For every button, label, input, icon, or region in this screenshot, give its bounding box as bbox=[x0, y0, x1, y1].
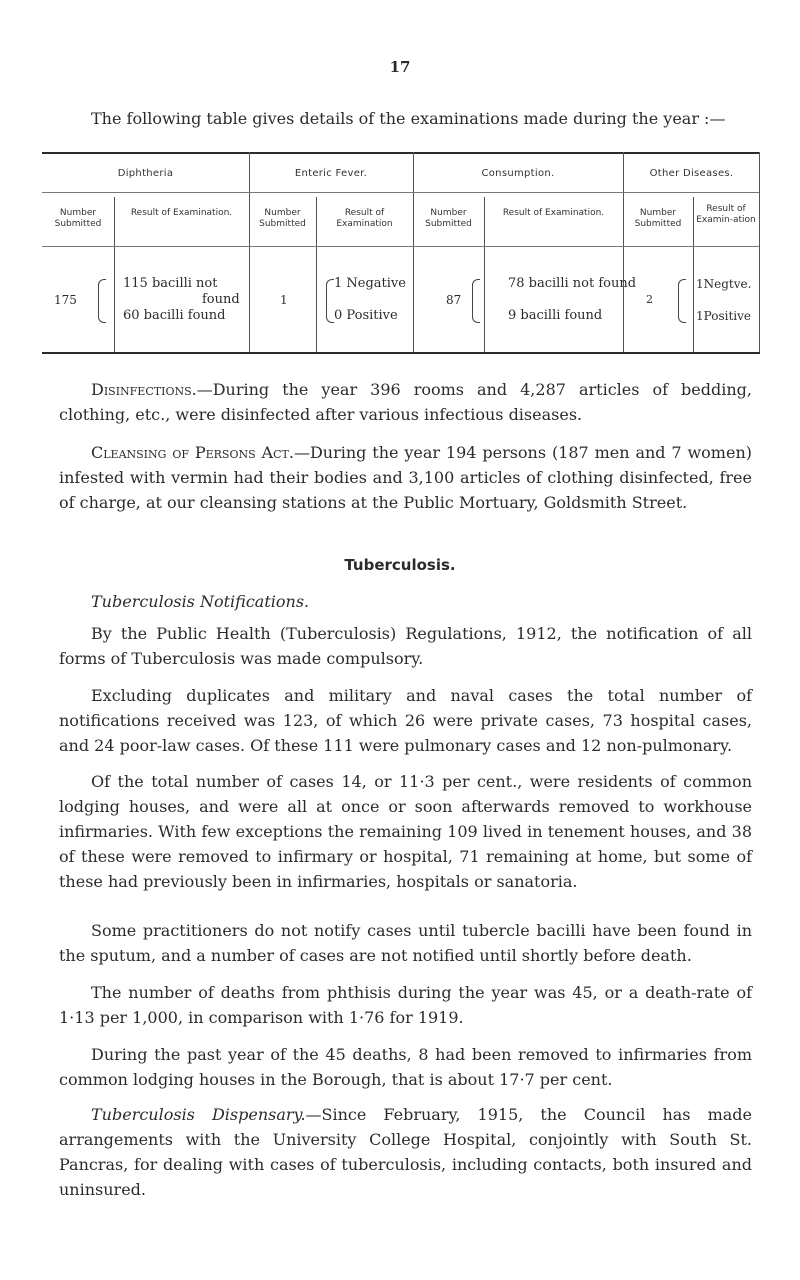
enteric-result: 0 Positive bbox=[334, 308, 398, 323]
enteric-result: 1 Negative bbox=[334, 276, 406, 291]
diphtheria-number: 175 bbox=[54, 293, 77, 307]
brace-icon bbox=[98, 279, 106, 323]
other-result: 1Negtve. bbox=[696, 277, 752, 291]
dispensary-paragraph bbox=[59, 1102, 752, 1202]
divider bbox=[249, 152, 250, 352]
cleansing-label: Cleansing of Persons Act. bbox=[91, 443, 294, 462]
divider bbox=[759, 152, 760, 352]
brace-icon bbox=[472, 279, 480, 323]
dispensary-text: —Since February, 1915, the Council has made arrangements with the University College Hospital, conjointly with South St. Pancras, for dealing with cases of tuberculosis, including contacts, both insured and uninsured. bbox=[59, 1105, 752, 1199]
col-number-submitted: Number Submitted bbox=[634, 208, 682, 229]
practitioners-paragraph: Some practitioners do not notify cases until tubercle bacilli have been found in the sputum, and a number of cases are not notified until shortly before death. bbox=[59, 921, 752, 965]
table-bottom-rule bbox=[42, 352, 760, 354]
page-number: 17 bbox=[389, 58, 411, 76]
divider bbox=[623, 152, 624, 352]
diphtheria-result: 115 bacilli not bbox=[123, 276, 218, 291]
other-number: 2 bbox=[646, 293, 653, 306]
group-other: Other Diseases. bbox=[649, 168, 734, 179]
col-result: Result of Examin-ation bbox=[696, 204, 756, 225]
col-result: Result of Examination. bbox=[502, 208, 605, 218]
diphtheria-result: 60 bacilli found bbox=[123, 308, 226, 323]
col-result: Result of Examination. bbox=[130, 208, 233, 218]
examinations-table bbox=[42, 152, 760, 354]
disinfections-label: Disinfections. bbox=[91, 380, 197, 399]
table-top-rule bbox=[42, 152, 760, 154]
col-number-submitted: Number Submitted bbox=[425, 208, 472, 229]
cleansing-text: —During the year 194 persons (187 men and 7 women) infested with vermin had their bodies and 3,100 articles of clothing disinfected, free of charge, at our cleansing stations at the Public Mortuary, Goldsmith Street. bbox=[59, 443, 752, 512]
notifications-paragraph: Excluding duplicates and military and naval cases the total number of notifications received was 123, of which 26 were private cases, 73 hospital cases, and 24 poor-law cases. Of these 111 were pulmonary cases and 12 non-pulmonary. bbox=[59, 686, 752, 755]
group-consumption: Consumption. bbox=[481, 168, 555, 179]
col-number-submitted: Number Submitted bbox=[54, 208, 102, 229]
consumption-result: 78 bacilli not found bbox=[508, 276, 637, 291]
divider bbox=[114, 197, 115, 352]
dispensary-label: Tuberculosis Dispensary. bbox=[91, 1105, 306, 1124]
col-result: Result of Examination bbox=[336, 208, 393, 229]
other-result: 1Positive bbox=[696, 309, 751, 323]
enteric-number: 1 bbox=[280, 293, 288, 307]
divider bbox=[484, 197, 485, 352]
consumption-number: 87 bbox=[446, 293, 462, 307]
lodging-houses-paragraph: Of the total number of cases 14, or 11·3 per cent., were residents of common lodging houses, and were all at once or soon afterwards removed to workhouse infirmaries. With few exceptions the remaining 109 lived in tenement houses, and 38 of these were removed to infirmary or hospital, 71 remaining at home, but some of these had previously been in infirmaries, hospitals or sanatoria. bbox=[59, 772, 752, 891]
regulations-paragraph: By the Public Health (Tuberculosis) Regulations, 1912, the notification of all forms of Tuberculosis was made compulsory. bbox=[59, 624, 752, 668]
brace-icon bbox=[678, 279, 686, 323]
notifications-subheading: Tuberculosis Notifications. bbox=[91, 592, 310, 611]
brace-icon bbox=[326, 279, 334, 323]
header-rule bbox=[42, 192, 760, 193]
divider bbox=[413, 152, 414, 352]
deaths-paragraph: The number of deaths from phthisis during the year was 45, or a death-rate of 1·13 per 1,000, in comparison with 1·76 for 1919. bbox=[59, 983, 752, 1027]
group-diphtheria: Diphtheria bbox=[117, 168, 174, 179]
removed-paragraph: During the past year of the 45 deaths, 8 had been removed to infirmaries from common lodging houses in the Borough, that is about 17·7 per cent. bbox=[59, 1045, 752, 1089]
disinfections-text: —During the year 396 rooms and 4,287 articles of bedding, clothing, etc., were disinfected after various infectious diseases. bbox=[59, 380, 752, 424]
header-rule bbox=[42, 246, 760, 247]
diphtheria-result: found bbox=[202, 292, 240, 307]
tuberculosis-heading: Tuberculosis. bbox=[344, 556, 456, 574]
disinfections-paragraph bbox=[59, 377, 752, 427]
table-intro: The following table gives details of the examinations made during the year :— bbox=[91, 109, 726, 128]
group-enteric: Enteric Fever. bbox=[294, 168, 368, 179]
cleansing-paragraph bbox=[59, 440, 752, 515]
col-number-submitted: Number Submitted bbox=[259, 208, 306, 229]
consumption-result: 9 bacilli found bbox=[508, 308, 603, 323]
